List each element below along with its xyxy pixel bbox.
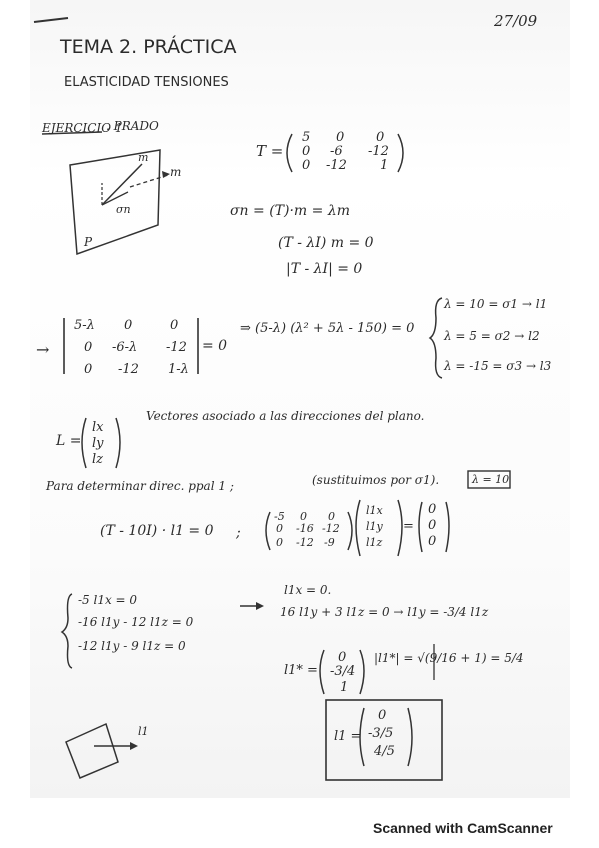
principal-direction-note: Para determinar direc. ppal 1 ;: [46, 479, 234, 493]
eq-determinant: |T - λI| = 0: [286, 261, 363, 277]
result-lx: l1x = 0.: [284, 583, 332, 597]
diagram2-label: l1: [138, 725, 149, 738]
eigenvalue-2: λ = 5 = σ2 → l2: [444, 329, 540, 343]
vector-label-sn: σn: [116, 203, 131, 216]
exercise-label: EJERCICIO 1: [42, 121, 123, 135]
system-equals: =: [403, 519, 414, 534]
tensor-lhs: T =: [256, 142, 284, 160]
page-date: 27/09: [494, 12, 538, 30]
det-arrow: →: [36, 340, 50, 359]
system-separator: ;: [236, 525, 241, 541]
eq-eigen-system: (T - λI) m = 0: [278, 235, 374, 251]
eigenvalue-3: λ = -15 = σ3 → l3: [444, 359, 552, 373]
exercise-name: . PRADO: [106, 119, 159, 133]
vector-diagram: [66, 724, 138, 778]
equation-2: -16 l1y - 12 l1z = 0: [78, 615, 194, 629]
plane-label-p: P: [84, 235, 93, 249]
vector-label-m: m: [138, 151, 149, 164]
norm-equation: |l1*| = √(9/16 + 1) = 5/4: [374, 651, 524, 665]
page-subtitle: ELASTICIDAD TENSIONES: [64, 75, 229, 90]
l1-star-lhs: l1* =: [284, 663, 318, 678]
final-lhs: l1 =: [334, 729, 362, 744]
vector-label-m-out: m: [170, 165, 182, 179]
system-lhs: (T - 10I) · l1 = 0: [100, 523, 214, 539]
characteristic-equation: ⇒ (5-λ) (λ² + 5λ - 150) = 0: [240, 321, 415, 336]
page-title: TEMA 2. PRÁCTICA: [60, 36, 237, 58]
eq-sigma-n: σn = (T)·m = λm: [230, 203, 350, 219]
substitution-note: (sustituimos por σ1).: [312, 473, 440, 487]
lambda-box: λ = 10: [472, 473, 510, 486]
scanned-page: 27/09 TEMA 2. PRÁCTICA ELASTICIDAD TENSIONES EJERCICIO 1 . PRADO P m m σn T = 5 0 0 0 -6 -12 0 -12 1 σn = (T)·m = λm (T - λI) m = 0 |T - λI| = 0 → 5-λ 0 0 0 -6-λ -12 0 -12 1-λ = 0 ⇒ (5-λ) (λ² + 5λ - 150) = 0 λ = 10 = σ1 → l1 λ = 5 = σ2 → l2 λ = -15 = σ3 → l3 L = lx ly lz Vectores asociado a las direcciones del plano. Para determinar direc. ppal 1 ; (sustituimos por σ1). λ = 10 (T - 10I) · l1 = 0 ; -5 0 0 0 -16 -12 0 -12 -9 l1x l1y l1z = 0 0 0 -5 l1x = 0 -16 l1y - 12 l1z = 0 -12 l1y - 9 l1z = 0 l1x = 0. 16 l1y + 3 l1z = 0 → l1y = -3/4 l1z l1* = 0 -3/4 1 |l1*| = √(9/16 + 1) = 5/4 l1 = 0 -3/5 4/5 l1: [30, 0, 570, 798]
scanner-watermark: Scanned with CamScanner: [373, 820, 553, 836]
det-rhs: = 0: [202, 338, 228, 354]
l-vector-lhs: L =: [56, 433, 82, 449]
result-ly: 16 l1y + 3 l1z = 0 → l1y = -3/4 l1z: [280, 605, 489, 619]
eigenvalue-1: λ = 10 = σ1 → l1: [444, 297, 548, 311]
l-vector-note: Vectores asociado a las direcciones del plano.: [146, 409, 425, 423]
equation-1: -5 l1x = 0: [78, 593, 138, 607]
equation-3: -12 l1y - 9 l1z = 0: [78, 639, 186, 653]
